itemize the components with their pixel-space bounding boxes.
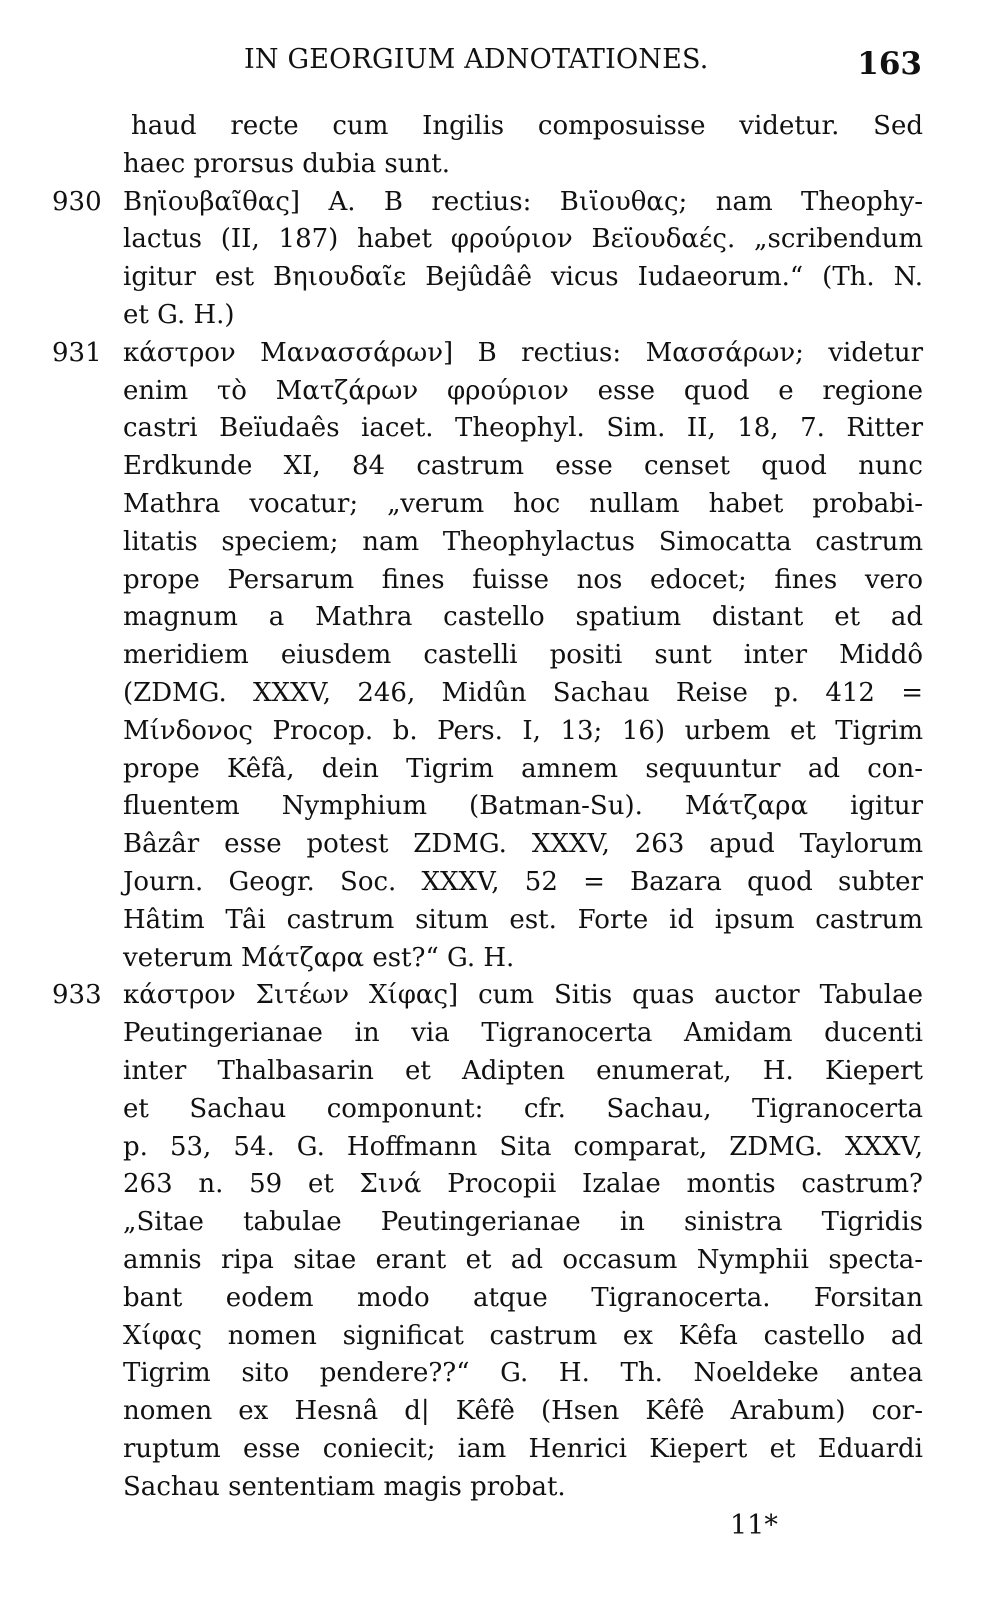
text-line <box>0 410 1000 448</box>
text-line <box>0 448 1000 486</box>
text-line <box>0 599 1000 637</box>
text-line <box>0 637 1000 675</box>
line-text: prope Kêfâ, dein Tigrim amnem sequuntur ad con- <box>123 753 923 784</box>
line-text: fluentem Nymphium (Batman-Su). Μάτζαρα igitur <box>123 791 923 822</box>
text-line <box>0 524 1000 562</box>
verse-number: 933 <box>52 980 102 1011</box>
page-header <box>244 44 922 84</box>
text-line <box>0 788 1000 826</box>
line-text: κάστρον Μανασσάρων] B rectius: Μασσάρων; videtur <box>123 337 923 368</box>
line-text: ruptum esse coniecit; iam Henrici Kiepert et Eduardi <box>123 1433 923 1464</box>
text-line <box>0 562 1000 600</box>
text-line <box>0 1129 1000 1167</box>
text-line <box>0 1393 1000 1431</box>
text-line <box>0 1015 1000 1053</box>
line-text: enim τὸ Ματζάρων φρούριον esse quod e regione <box>123 375 923 406</box>
line-text: igitur est Βηιουδαῖε Bejûdâê vicus Iudaeorum.“ (Th. N. <box>123 262 923 293</box>
text-line <box>0 826 1000 864</box>
line-text: haud recte cum Ingilis composuisse videtur. Sed <box>131 111 923 141</box>
text-line <box>0 1204 1000 1242</box>
line-text: p. 53, 54. G. Hoffmann Sita comparat, ZDMG. XXXV, <box>123 1131 923 1162</box>
text-line <box>0 1091 1000 1129</box>
line-text: inter Thalbasarin et Adipten enumerat, H. Kiepert <box>123 1055 923 1086</box>
text-line <box>0 297 1000 335</box>
text-line <box>0 902 1000 940</box>
line-text: Bâzâr esse potest ZDMG. XXXV, 263 apud Taylorum <box>123 829 923 860</box>
text-line <box>0 940 1000 978</box>
text-line <box>0 675 1000 713</box>
line-text: (ZDMG. XXXV, 246, Midûn Sachau Reise p. 412 = <box>123 677 923 708</box>
line-text: bant eodem modo atque Tigranocerta. Forsitan <box>123 1282 923 1313</box>
text-line <box>0 108 1000 146</box>
line-text: magnum a Mathra castello spatium distant et ad <box>123 602 923 633</box>
text-line <box>0 221 1000 259</box>
line-text: „Sitae tabulae Peutingerianae in sinistra Tigridis <box>123 1207 923 1238</box>
text-line <box>0 146 1000 184</box>
text-line <box>0 1053 1000 1091</box>
signature-mark: 11* <box>730 1510 778 1541</box>
text-line <box>0 259 1000 297</box>
text-line <box>0 1280 1000 1318</box>
line-text: Erdkunde XI, 84 castrum esse censet quod nunc <box>123 451 923 482</box>
text-line <box>0 486 1000 524</box>
line-text: Tigrim sito pendere??“ G. H. Th. Noeldeke antea <box>123 1358 923 1389</box>
text-line <box>0 1431 1000 1469</box>
line-text: Journ. Geogr. Soc. XXXV, 52 = Bazara quod subter <box>123 866 923 897</box>
line-text: haec prorsus dubia sunt. <box>123 148 450 179</box>
running-title: IN GEORGIUM ADNOTATIONES. <box>244 44 709 75</box>
text-line <box>0 977 1000 1015</box>
line-text: Χίφας nomen significat castrum ex Kêfa castello ad <box>123 1320 923 1351</box>
line-text: Sachau sententiam magis probat. <box>123 1471 566 1502</box>
text-line <box>0 1242 1000 1280</box>
line-text: Peutingerianae in via Tigranocerta Amidam ducenti <box>123 1018 923 1049</box>
line-text: Hâtim Tâi castrum situm est. Forte id ipsum castrum <box>123 904 923 935</box>
text-line <box>0 184 1000 222</box>
text-line <box>0 373 1000 411</box>
line-text: litatis speciem; nam Theophylactus Simocatta castrum <box>123 526 923 557</box>
text-line <box>0 1318 1000 1356</box>
line-text: 263 n. 59 et Σινά Procopii Izalae montis castrum? <box>123 1169 923 1200</box>
text-line <box>0 1166 1000 1204</box>
line-text: meridiem eiusdem castelli positi sunt inter Middô <box>123 640 923 671</box>
line-text: prope Persarum fines fuisse nos edocet; fines vero <box>123 564 923 595</box>
verse-number: 931 <box>52 337 102 368</box>
verse-number: 930 <box>52 186 102 217</box>
line-text: Βηϊουβαῖθας] A. B rectius: Βιϊουθας; nam Theophy- <box>123 186 923 217</box>
line-text: Mathra vocatur; „verum hoc nullam habet probabi- <box>123 488 923 519</box>
page-number: 163 <box>857 46 922 82</box>
text-line <box>0 1469 1000 1507</box>
line-text: Μίνδονος Procop. b. Pers. I, 13; 16) urbem et Tigrim <box>123 715 923 746</box>
line-text: amnis ripa sitae erant et ad occasum Nymphii specta- <box>123 1244 923 1275</box>
line-text: et G. H.) <box>123 299 235 330</box>
line-text: lactus (II, 187) habet φρούριον Βεϊουδαές. „scribendum <box>123 224 923 255</box>
line-text: nomen ex Hesnâ d| Kêfê (Hsen Kêfê Arabum) cor- <box>123 1396 923 1427</box>
text-line <box>0 335 1000 373</box>
line-text: veterum Μάτζαρα est?“ G. H. <box>123 942 515 973</box>
text-line <box>0 751 1000 789</box>
text-line <box>0 1355 1000 1393</box>
line-text: κάστρον Σιτέων Χίφας] cum Sitis quas auctor Tabulae <box>123 980 923 1011</box>
line-text: et Sachau componunt: cfr. Sachau, Tigranocerta <box>123 1093 923 1124</box>
commentary-body <box>0 108 1000 1506</box>
line-text: castri Beïudaês iacet. Theophyl. Sim. II, 18, 7. Ritter <box>123 413 923 444</box>
text-line <box>0 713 1000 751</box>
text-line <box>0 864 1000 902</box>
